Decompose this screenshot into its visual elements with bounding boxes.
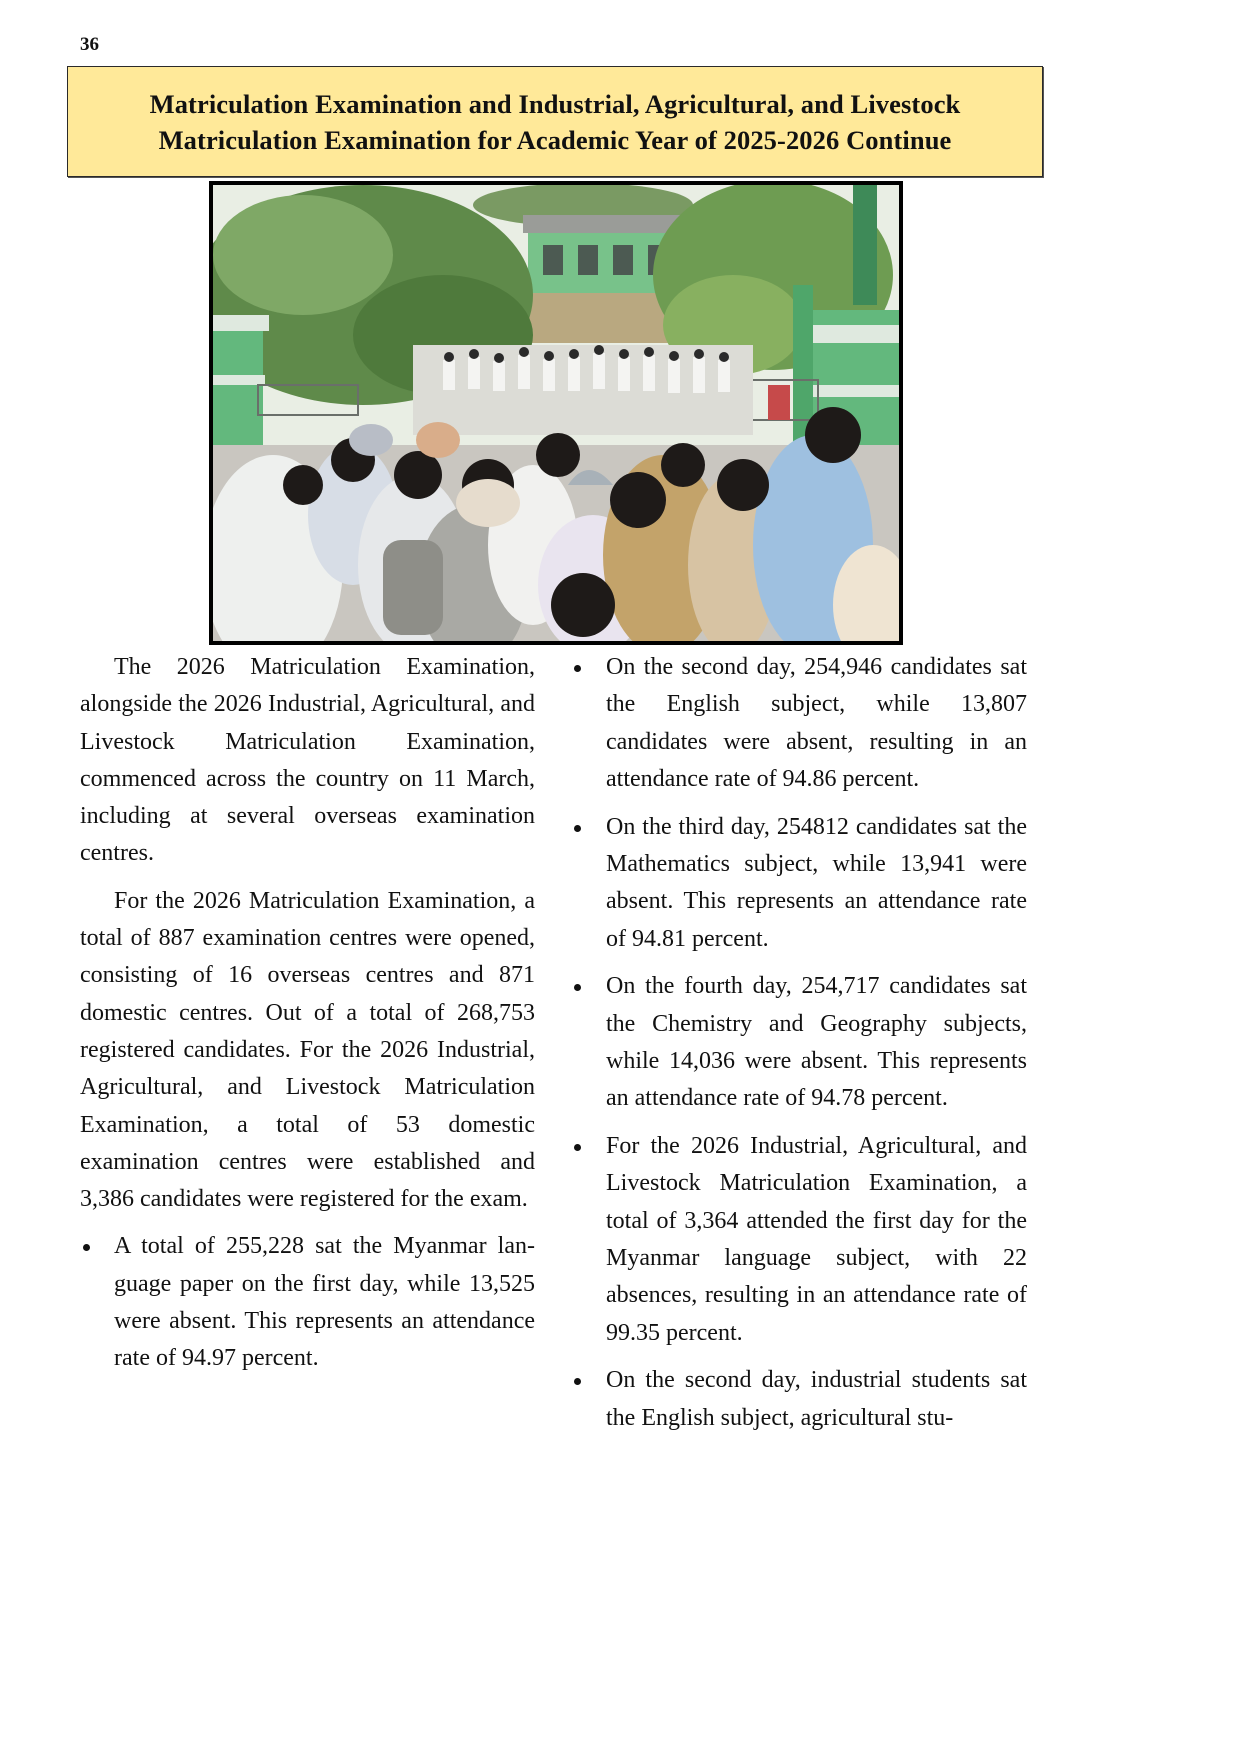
page-number: 36 [80, 34, 99, 55]
bullet-day-four [571, 968, 1027, 1117]
bullet-icon [83, 1244, 90, 1251]
bullet-icon [574, 1144, 581, 1151]
bullet-text: On the fourth day, 254,717 candidates sat the Chemistry and Geography subjects, while 14,036 were absent. This represents an attendance rate of 94.78 percent. [606, 973, 1027, 1112]
bullet-day-three [571, 809, 1027, 958]
left-column [80, 649, 535, 1388]
centres-paragraph: For the 2026 Matriculation Examination, a total of 887 examination centres were opened, consisting of 16 overseas centres and 871 domestic centres. Out of a total of 268,753 registered candidates. For the 2026 Industrial, Agricultural, and Livestock Matriculation Examination, a total of 53 domestic examination centres were established and 3,386 candidates were registered for the exam. [80, 887, 535, 1213]
article-title-box [67, 66, 1043, 177]
bullet-text: On the third day, 254812 candidates sat the Mathematics subject, while 13,941 were absent. This represents an attendance rate of 94.81 percent. [606, 813, 1027, 952]
bullet-text: On the second day, industrial students sat the English subject, agricultural stu- [606, 1367, 1027, 1431]
bullet-text: A total of 255,228 sat the Myanmar language paper on the first day, while 13,525 were absent. This represents an attendance rate of 94.97 percent. [114, 1233, 535, 1372]
crowd-photo-illustration [213, 185, 899, 641]
bullet-text: For the 2026 Industrial, Agricultural, and Livestock Matriculation Examination, a total of 3,364 attended the first day for the Myanmar language subject, with 22 absences, resulting in an attendance rate of 99.35 percent. [606, 1133, 1027, 1346]
bullet-industrial-day-two [571, 1362, 1027, 1437]
bullet-day-one [80, 1228, 535, 1377]
intro-paragraph: The 2026 Matriculation Examination, alongside the 2026 Industrial, Agricultural, and Livestock Matriculation Examination, commenced across the country on 11 March, including at several overseas examination centres. [80, 654, 535, 867]
right-bullet-list [571, 649, 1027, 1437]
article-photo [209, 181, 903, 645]
bullet-icon [574, 984, 581, 991]
right-column [571, 649, 1027, 1447]
bullet-icon [574, 1378, 581, 1385]
bullet-icon [574, 665, 581, 672]
article-title-line-2: Matriculation Examination for Academic Year of 2025-2026 Continue [158, 124, 952, 155]
article-title-line-1: Matriculation Examination and Industrial, Agricultural, and Livestock [149, 88, 961, 119]
bullet-industrial-day-one [571, 1128, 1027, 1352]
bullet-icon [574, 825, 581, 832]
left-bullet-list [80, 1228, 535, 1377]
bullet-text: On the second day, 254,946 candidates sat the English subject, while 13,807 candidates were absent, resulting in an attendance rate of 94.86 percent. [606, 654, 1027, 792]
bullet-day-two [571, 649, 1027, 798]
